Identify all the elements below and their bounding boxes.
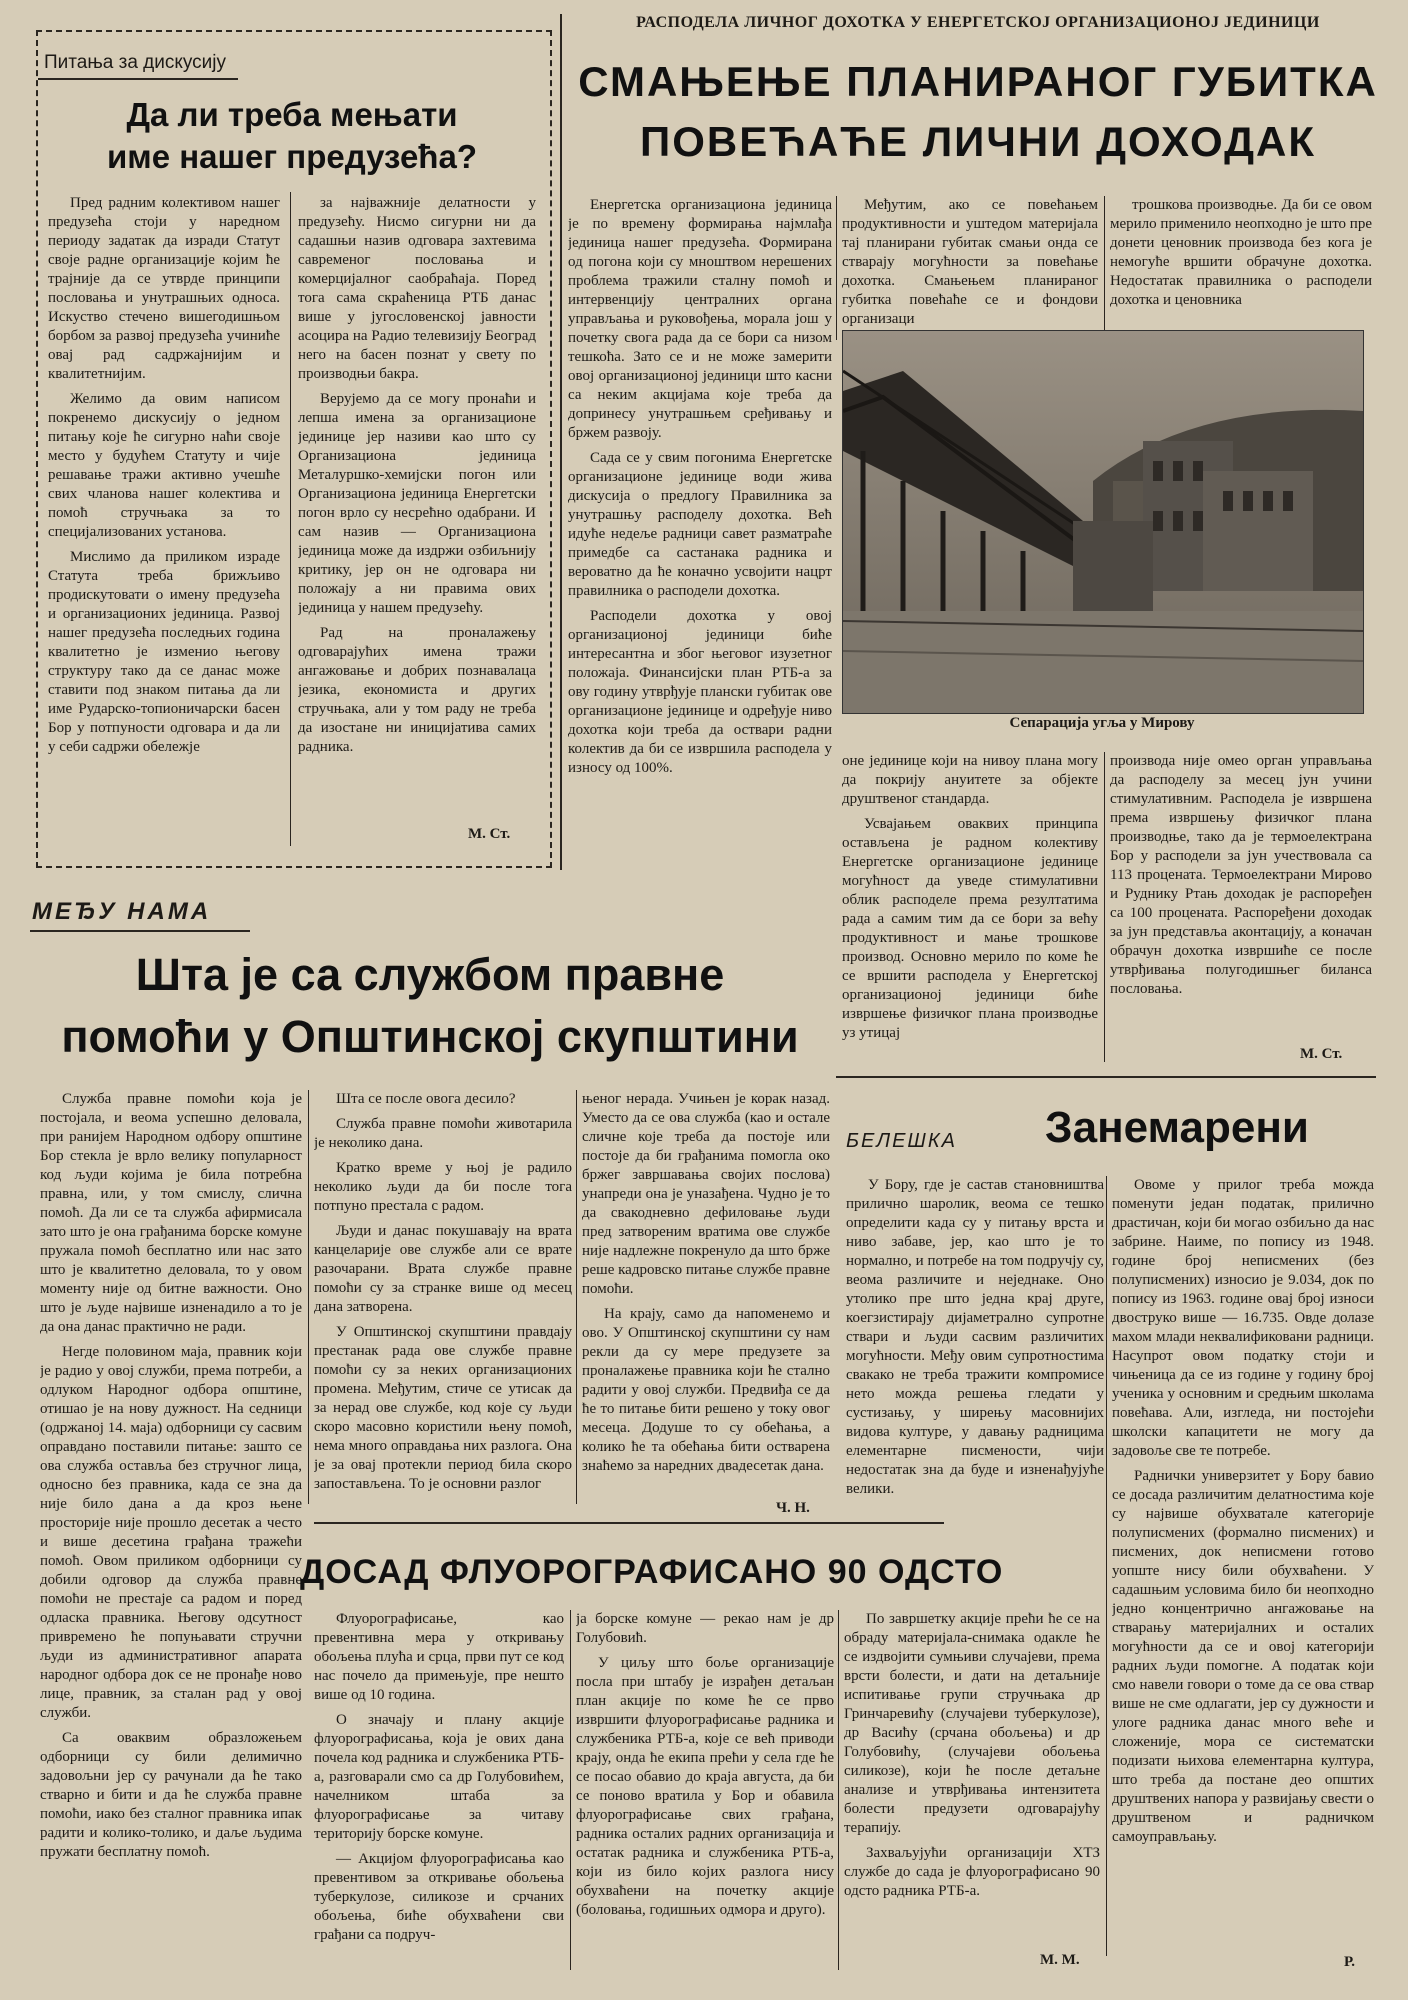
legal-col-3: њеног нерада. Учињен је корак назад. Уместо да се ова служба (као и остале сличне које треба да постоје или постоје да би грађанима помогла око бржег завршавања својих послова) унапреди она је уназађена. Чудно је то да свакодневно дефиловање људи пред затвореним вратима ове службе није надлежне покренуло да што брже реше кадровско питање службе правне помоћи. На крају, само да напоменемо и ово. У Општинској скупштини су нам рекли да су мере предузете за проналажење правника који ће стално радити у овој служби. Предвиђа се да ће то питање бити решено у току овог месеца. Додуше то су обећања, а колико ће та обећања бити остварена знаћемо за наредних двадесетак дана. — [582, 1091, 830, 1474]
coal-separation-photo — [842, 330, 1364, 714]
energy-col-3-bottom: производа није омео орган управљања да расподелу за месец јун учини стимулативним. Расподела је извршена према извршењу физичког плана производње, тако да је термоелектрана Бор у расподели за јун учествовала са 113 процената. Термоелектрани Мирово и Руднику Ртањ доходак је распоређен са 100 процената. Распоређени доходак за јун представља аконтацију, а коначан обрачун дохотка извршиће се после утврђивања полугодишњег биланса пословања. — [1110, 753, 1372, 997]
legal-rule-1 — [308, 1090, 309, 1504]
energy-kicker: РАСПОДЕЛА ЛИЧНОГ ДОХОТКА У ЕНЕРГЕТСКОЈ ОРГАНИЗАЦИОНОЈ ЈЕДИНИЦИ — [636, 14, 1320, 31]
legal-col-1: Служба правне помоћи која је постојала, и веома успешно деловала, при ранијем Народном одбору општине Бор стекла је врло велику популарност код људи којима је била потребна правна, или, у том смислу, слична помоћ. Да ли се та служба афирмисала зато што је она грађанима борске комуне пружала помоћ бесплатно или нас зато што је квалитетно деловала, то у овом моменту није од битне важности. Оно што је људе највише изненадило а то је да она данас практично не ради. Негде половином маја, правник који је радио у овој служби, према потреби, а одлуком Народног одбора општине, отишао је на нову дужност. На седници (одржаној 14. маја) одборници су сасвим оправдано поставили питање: зашто се ова служба оставља без стручног лица, односно без правника, када се зна да није било дана а да кроз њене просторије није прошло десетак а често и више десетина грађана тражећи помоћ. Овом приликом одборници су добили одговор да служба правне помоћи не престаје са радом и поред одласка правника. Његову одсутност привремено ће попуњавати стручни људи из административног апарата народног одбора док се не пронађе ново лице, правник, за сталан рад у овој служби. Са оваквим образложењем одборници су били делимично задовољни јер су рачунали да ће тако стварно и бити и да ће служба правне помоћи, иако без сталног правника ипак радити и колико-толико, и даље људима пружати бесплатну помоћ. — [40, 1091, 302, 1860]
note-title: Занемарени — [1045, 1103, 1309, 1152]
legal-title: Шта је са службом правне помоћи у Општинској скупштини — [61, 949, 799, 1062]
note-signature: Р. — [1344, 1954, 1356, 1970]
energy-col-2-bottom: оне јединице који на нивоу плана могу да покрију ануитете за објекте друштвеног стандарда. Усвајањем оваквих принципа остављена је радном колективу Енергетске организационе јединице могућност да уведе стимулативни облик расподеле према резултатима рада а самим тим да се бори за већу продуктивност и мање трошкове производ. Основно мерило по коме ће се вршити расподела у Енергетској организационој јединици биће извршење физичког плана производње уз утицај — [842, 753, 1098, 1041]
energy-rule-2 — [1104, 196, 1105, 330]
discussion-col-1: Пред радним колективом нашег предузећа стоји у наредном периоду задатак да изради Статут своје радне организације којим ће трајније да се утврде принципи пословања и унутрашњих односа. Искуство стечено вишегодишњом борбом за развој предузећа учиниће овај рад садржајнијим и квалитетнијим. Желимо да овим написом покренемо дискусију о једном питању које ће сигурно наћи своје место у будућем Статуту и чије решавање тражи активно учешће свих чланова нашег колектива и помоћ стручњака за то специјализованих установа. Мислимо да приликом израде Статута треба брижљиво продискутовати о имену предузећа и организационих јединица. Развој нашег предузећа последњих година квалитетно је изменио његову структуру тако да се данас може ставити под знаком питања да ли име Рударско-топионичарски басен Бор у потпуности одговара и да ли у себи садржи обележје — [48, 195, 280, 755]
legal-rule-2 — [576, 1090, 577, 1504]
discussion-title: Да ли треба мењати име нашег предузећа? — [107, 96, 477, 175]
discussion-column-rule — [290, 192, 291, 846]
energy-col-2-top: Међутим, ако се повећањем продуктивности и уштедом материјала тај планирани губитак смањи онда се стварају могућности за повећање дохотка. Смањењем планираног губитка повећаће се и фондови организаци — [842, 197, 1098, 327]
fluoro-signature: М. М. — [1040, 1952, 1080, 1968]
energy-signature: М. Ст. — [1300, 1046, 1343, 1062]
photo-caption: Сепарација угља у Мирову — [1009, 715, 1195, 731]
energy-rule-3 — [1104, 752, 1105, 1062]
energy-col-1: Енергетска организациона јединица је по времену формирања најмлађа јединица нашег предузећа. Формирана од погона који су мноштвом нерешених проблема тражили сталну помоћ и интервенцију централних органа управљања и руковођења, морала још у почетку свога рада да се бори са низом тешкоћа. Зато се и не може замерити овој организационој јединици што касни са неким акцијама које треба да допринесу унутрашњем сређивању и бржем развоју. Сада се у свим погонима Енергетске организационе јединице води жива дискусија о предлогу Правилника за унутрашњу расподелу дохотка. Већ идуће недеље радници савет разматраће примедбе са састанака радника и вероватно да ће коначно усвојити нацрт правилника о расподели дохотка. Расподели дохотка у овој организационој јединици биће интересантна и због његовог изузетног положаја. Финансијски план РТБ-а за ову годину утврђује плански губитак ове организационе јединице и одређује ниво дохотка који треба да оствари радни колектив да би се извршила расподела у износу од 100%. — [568, 197, 832, 776]
fluoro-rule-2 — [838, 1610, 839, 1970]
discussion-kicker-box — [38, 44, 238, 80]
fluoro-col-2: ја борске комуне — рекао нам је др Голубовић. У циљу што боље организације посла при штабу је израђен детаљан план акције по коме ће се прво извршити флуорографисање радника и службеника РТБ-а, које се већ приводи крају, онда ће екипа прећи у села где ће се посао обавио до краја августа, да би се поново вратила у Бор и обавила флуорографисање свих грађана, радника осталих радних организација и остатак радника и службеника РТБ-а, који из било којих разлога нису обухваћени на почетку акције (боловања, годишњих одмора и друго). — [576, 1611, 834, 1918]
fluoro-col-3: По завршетку акције прећи ће се на обраду материјала-снимака одакле ће се издвојити сумњиви случајеви, према врсти болести, и дати на детаљније испитивање групи стручњака др Гринчаревићу (случајеви туберкулозе), др Васићу (срчана обољења) и др Голубовићу, (случајеви обољења силикозе), који ће после детаљне анализе и утврђивања интензитета болести предузети одговарајућу терапију. Захваљујући организацији ХТЗ службе до сада је флуорографисано 90 одсто радника РТБ-а. — [844, 1611, 1100, 1899]
note-col-2: Овоме у прилог треба можда поменути један податак, прилично драстичан, који би могао озбиљно да нас забрине. Наиме, по попису из 1948. године број неписмених (без полуписмених) износио је 9.034, док по попису из 1963. године овај број износи двоструко више — 16.735. Овде долазе махом млади неквалификовани радници. Насупрот овом податку стоји и чињеница да се из године у годину број ученика у основним и средњим школама повећава. Али, изгледа, ни постојећи школски капацитети не могу да задовоље све те потребе. Раднички универзитет у Бору бавио се досада различитим делатностима које су највише обухватале категорије полуписмених (формално писмених) и писмених, док неписмени готово уопште нису били обухваћени. У садашњим условима било би неопходно једно концентрично ангажовање на стварању материјалних и осталих могућности да се и овој категорији радних људи помогне. А податак који смо навели говори о томе да се ова ствар више не сме одлагати, јер су дужности и улоге радника данас много веће и сложеније, мора се систематски подизати њихова елементарна култура, што треба да постане део општих друштвених напора у развијању свести о друштвеном и радничком самоуправљању. — [1112, 1177, 1374, 1845]
discussion-col-2: за најважније делатности у предузећу. Нисмо сигурни ни да садашњи назив одговара захтевима савременог пословања и комерцијалног саобраћаја. Поред тога сама скраћеница РТБ данас више у југословенској јавности асоцира на Радио телевизију Београд него на басен познат у свету по производњи бакра. Верујемо да се могу пронаћи и лепша имена за организационе јединице јер називи као што су Организациона јединица Металуршко-хемијски погон или Организациона јединица Енергетски погон врло су несрећно одабрани. И сам назив — Организациона јединица може да издржи озбиљнију критику, јер он не одговара ни положају а ни правима ових јединица у нашем предузећу. Рад на проналажењу одговарајућих имена тражи ангажовање и добрих познавалаца језика, економиста и других стручњака, али у том раду не треба да изостане ни иницијатива самих радника. — [298, 195, 536, 755]
top-right-frame-left — [560, 14, 562, 870]
energy-rule-1 — [836, 196, 837, 340]
fluoro-col-1: Флуорографисање, као превентивна мера у откривању обољења плућа и срца, први пут се код нас почело да примењује, пре нешто више од 10 година. О значају и плану акције флуорографисања, која је ових дана почела код радника и службеника РТБ-а, разговарали смо са др Голубовићем, начелником штаба за флуорографисање за читаву територију борске комуне. — Акцијом флуорографисања као превентивом за откривање обољења туберкулозе, силикозе и срчаних обољења, биће обухваћени сви грађани са подруч- — [314, 1611, 564, 1943]
discussion-signature: М. Ст. — [468, 826, 511, 842]
photo-illustration — [843, 331, 1363, 713]
legal-signature: Ч. Н. — [776, 1500, 810, 1516]
fluoro-title: ДОСАД ФЛУОРОГРАФИСАНО 90 ОДСТО — [300, 1553, 1004, 1591]
note-frame-top — [836, 1076, 1376, 1078]
legal-kicker-box — [30, 896, 250, 932]
energy-title: СМАЊЕЊЕ ПЛАНИРАНОГ ГУБИТКА ПОВЕЋАЋЕ ЛИЧНИ ДОХОДАК — [578, 58, 1378, 165]
energy-col-3-top: трошкова производње. Да би се овом мерило применило неопходно је што пре донети ценовник производа без кога је немогуће вршити обрачуне дохотка. Недостатак правилника о расподели дохотка и ценовника — [1110, 197, 1372, 308]
legal-kicker: МЕЂУ НАМА — [32, 898, 212, 925]
discussion-kicker: Питања за дискусију — [44, 52, 227, 73]
fluoro-rule-1 — [570, 1610, 571, 1970]
note-col-1: У Бору, где је састав становништва прилично шаролик, веома се тешко определити када су у питању врста и ниво забаве, јер, као што је то нормално, и потребе на том подручју су, веома различите и неједнаке. Оно утолико пре што једна крај друге, коегзистирају дијаметрално супротне ствари и људи сасвим различитих могућности. Међу овим супротностима свакако не треба тражити компромисе нето можда решења гледати у сустизању, у ширењу масовнијих видова културе, у давању радницима елементарне писмености, чији недостатак зна да буде и изненађујуће велики. — [846, 1177, 1104, 1497]
legal-bottom-rule — [314, 1522, 944, 1524]
legal-col-2: Шта се после овога десило? Служба правне помоћи животарила је неколико дана. Кратко време у њој је радило неколико људи да би после тога потпуно престала с радом. Људи и данас покушавају на врата канцеларије ове службе али се врате разочарани. Врата службе правне помоћи су за странке више од месец дана затворена. У Општинској скупштини правдају престанак рада ове службе правне помоћи су за неких организационих промена. Међутим, стиче се утисак да за нерад ове службе, код које су људи скоро масовно користили њену помоћ, нема много оправдања них разлога. Она је за овај протекли период била скоро запостављена. То је основни разлог — [314, 1091, 572, 1492]
note-rule — [1106, 1176, 1107, 1956]
note-kicker: БЕЛЕШКА — [846, 1130, 957, 1152]
